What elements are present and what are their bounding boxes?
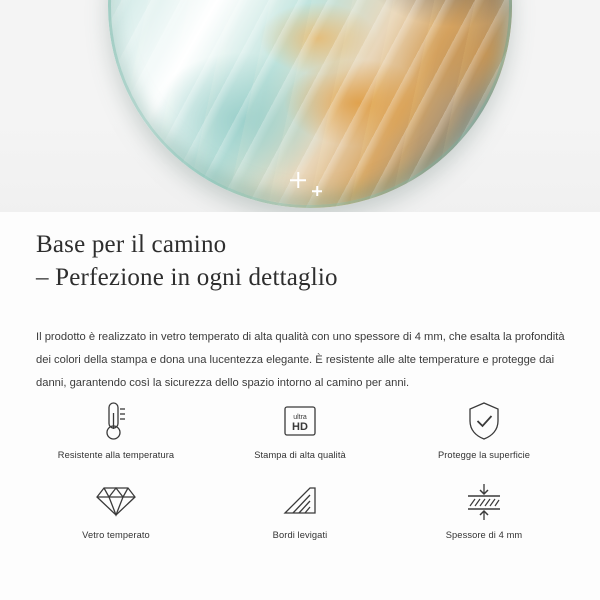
shield-check-icon [464,398,504,444]
feature-item-thickness [392,478,576,556]
feature-grid [24,398,576,556]
feature-item-surface-protection [392,398,576,476]
feature-label: Stampa di alta qualità [254,450,346,460]
feature-label: Protegge la superficie [437,450,531,460]
ultra-hd-icon [279,398,321,444]
feature-item-polished-edges [208,478,392,556]
round-glass-panel [108,0,512,208]
svg-text:ultra: ultra [293,414,307,421]
thickness-4mm-icon [461,478,507,524]
body-paragraph: Il prodotto è realizzato in vetro temperato di alta qualità con uno spessore di 4 mm, che esalta la profondità dei colori della stampa e dona una lucentezza elegante. È resistente alle alte temperature e protegge dai danni, garantendo così la sicurezza dello spazio intorno al camino per anni. [36,331,565,390]
feature-item-print-quality [208,398,392,476]
feature-label: Bordi levigati [272,530,328,540]
hero-image [0,0,600,212]
page-title [36,228,576,294]
headline-line-2: – Perfezione in ogni dettaglio [36,264,338,291]
feature-item-tempered-glass [24,478,208,556]
thermometer-icon [96,398,136,444]
svg-text:HD: HD [292,421,308,433]
diamond-icon [95,478,137,524]
feature-item-temperature [24,398,208,476]
headline-line-1: Base per il camino [36,231,227,258]
feature-label: Spessore di 4 mm [445,530,523,540]
feature-label: Vetro temperato [82,530,150,540]
feature-label: Resistente alla temperatura [57,450,175,460]
polished-edges-icon [279,478,321,524]
